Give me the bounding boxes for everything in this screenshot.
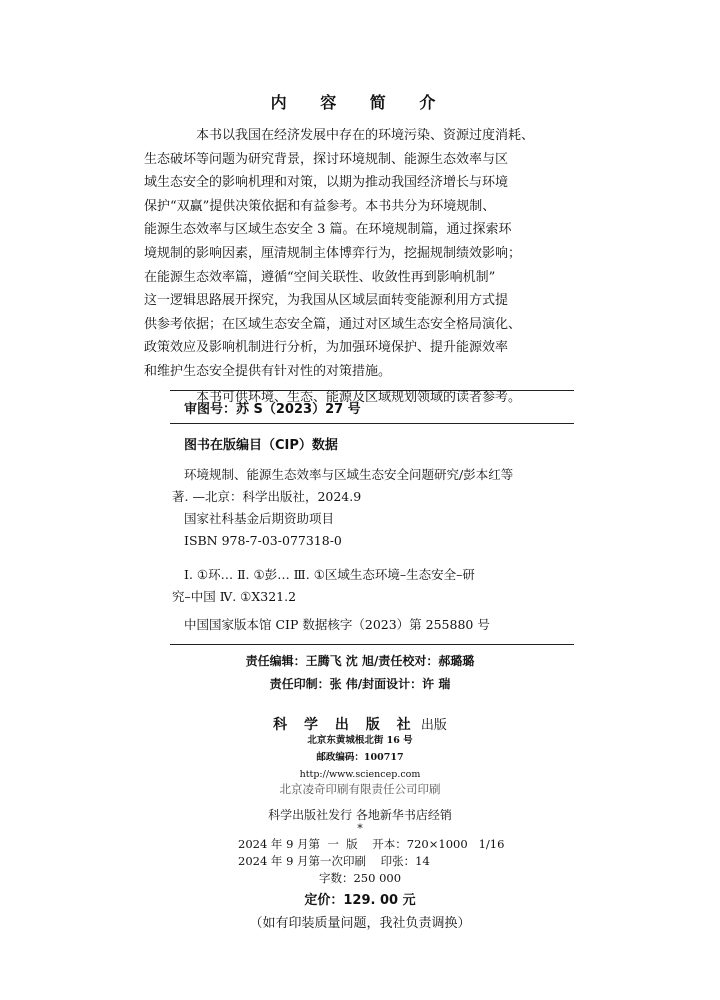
- summary-paragraph: [144, 124, 574, 384]
- publisher-postcode: 邮政编码：100717: [316, 752, 404, 763]
- divider: [170, 644, 574, 645]
- cip-entry-line: 国家社科基金后期资助项目: [184, 511, 335, 526]
- editors-line-1: 责任编辑：王腾飞 沈 旭/责任校对：郝璐璐: [245, 654, 475, 668]
- distributor: 科学出版社发行 各地新华书店经销: [268, 808, 452, 822]
- quality-notice: （如有印装质量问题，我社负责调换）: [249, 916, 471, 931]
- cip-verification-line: 中国国家版本馆 CIP 数据核字（2023）第 255880 号: [184, 617, 490, 632]
- divider: [170, 390, 574, 391]
- publisher-line: [0, 714, 720, 734]
- editors-line-2: 责任印制：张 伟/封面设计：许 瑞: [269, 677, 451, 691]
- summary-line-9: 供参考依据；在区域生态安全篇，通过对区域生态安全格局演化、: [144, 316, 522, 332]
- printer: 北京凌奇印刷有限责任公司印刷: [279, 782, 441, 796]
- publisher-address: 北京东黄城根北街 16 号: [307, 735, 413, 746]
- separator-star: *: [357, 822, 363, 835]
- summary-line-11: 和维护生态安全提供有针对性的对策措施。: [144, 363, 392, 379]
- price: 定价：129. 00 元: [304, 893, 416, 908]
- map-review-number: 审图号：苏 S（2023）27 号: [184, 402, 361, 417]
- cip-entry-line: 环境规制、能源生态效率与区域生态安全问题研究/彭本红等: [184, 467, 514, 482]
- cip-entry-line: ISBN 978-7-03-077318-0: [184, 533, 342, 548]
- printing-line: 2024 年 9 月第一次印刷 印张：14: [238, 854, 430, 868]
- summary-line-8: 这一逻辑思路展开探究，为我国从区域层面转变能源利用方式提: [144, 293, 509, 309]
- content-summary: [144, 124, 574, 409]
- publisher-website: http://www.sciencep.com: [299, 769, 421, 780]
- summary-line-1: 本书以我国在经济发展中存在的环境污染、资源过度消耗、: [196, 128, 535, 143]
- page-title: 内 容 简 介: [270, 93, 450, 112]
- cip-classification: [172, 564, 576, 608]
- cip-classification-line: 究–中国 Ⅳ. ①X321.2: [172, 589, 297, 604]
- summary-line-4: 保护“双赢”提供决策依据和有益参考。本书共分为环境规制、: [144, 198, 496, 214]
- divider: [170, 423, 574, 424]
- summary-line-5: 能源生态效率与区域生态安全 3 篇。在环境规制篇，通过探索环: [144, 222, 512, 238]
- print-info: [238, 836, 504, 870]
- summary-line-7: 在能源生态效率篇，遵循“空间关联性、收敛性再到影响机制”: [144, 269, 496, 285]
- publisher-logo-text: 科 学 出 版 社: [273, 717, 417, 733]
- cip-entry: [172, 464, 576, 552]
- cip-verification: [184, 614, 576, 636]
- word-count: 字数：250 000: [318, 871, 402, 885]
- edition-line: 2024 年 9 月第 一 版 开本：720×1000 1/16: [238, 837, 505, 851]
- summary-line-10: 政策效应及影响机制进行分析，为加强环境保护、提升能源效率: [144, 340, 509, 356]
- summary-readers: 本书可供环境、生态、能源及区域规划领域的读者参考。: [196, 389, 522, 405]
- publisher-suffix: 出版: [420, 718, 447, 733]
- cip-entry-line: 著. —北京：科学出版社，2024.9: [172, 489, 362, 504]
- cip-title: 图书在版编目（CIP）数据: [184, 438, 338, 453]
- summary-line-2: 生态破坏等问题为研究背景，探讨环境规制、能源生态效率与区: [144, 151, 509, 167]
- summary-line-3: 域生态安全的影响机理和对策，以期为推动我国经济增长与环境: [144, 175, 509, 191]
- cip-classification-line: Ⅰ. ①环… Ⅱ. ①彭… Ⅲ. ①区域生态环境–生态安全–研: [184, 567, 475, 582]
- summary-line-6: 境规制的影响因素，厘清规制主体博弈行为，挖掘规制绩效影响；: [144, 245, 522, 261]
